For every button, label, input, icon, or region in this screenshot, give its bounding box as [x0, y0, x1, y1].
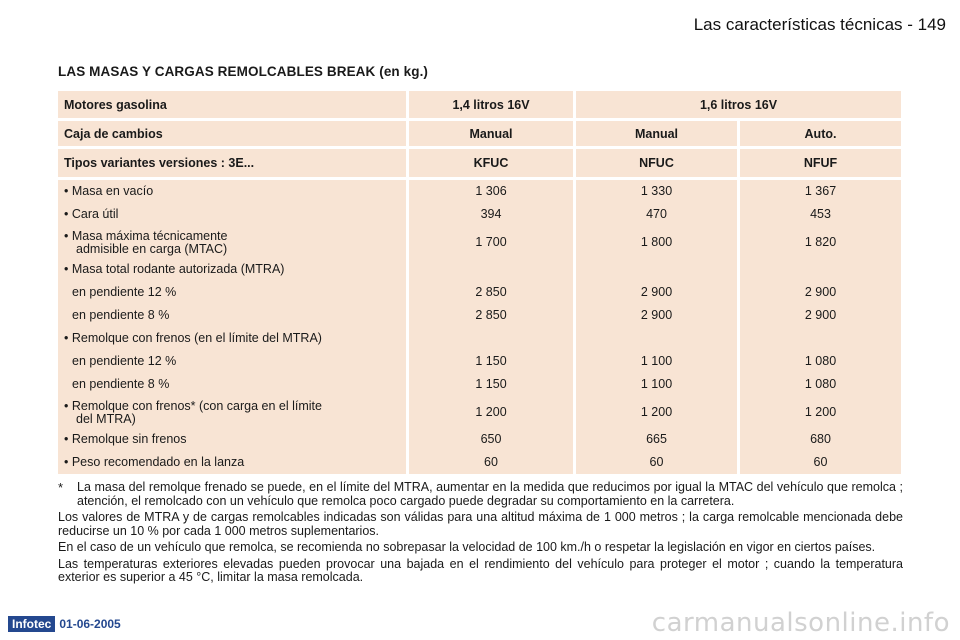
notes [58, 481, 903, 585]
row-value: 470 [646, 207, 667, 221]
row-value: 1 150 [475, 377, 507, 391]
note-speed: En el caso de un vehículo que remolca, se recomienda no sobrepasar la velocidad de 100 km./h o respetar la legislación en vigor en ciertos países. [58, 540, 876, 554]
footnote-text: La masa del remolque frenado se puede, en el límite del MTRA, aumentar en la medida que reducimos por igual la MTAC del vehículo que remolca ; atención, el remolcado con un vehículo que remolca poco cargado puede degradar su comportamiento en la carretera. [77, 480, 903, 508]
row-value: 1 306 [475, 184, 507, 198]
row-label: en pendiente 8 % [72, 377, 170, 391]
row-value: 1 820 [804, 234, 837, 249]
values-column-1 [409, 180, 573, 474]
row-value: 1 080 [804, 354, 837, 368]
variant-3: NFUF [740, 149, 901, 177]
row-value: 1 330 [640, 184, 673, 198]
row-value: 60 [813, 455, 828, 469]
row-value: 1 700 [475, 234, 507, 249]
row-value: 1 367 [804, 184, 837, 198]
footer [8, 616, 121, 632]
row-value: 1 100 [640, 354, 673, 368]
gearbox-2: Manual [576, 121, 737, 146]
engines-row [58, 91, 901, 118]
page-header: Las características técnicas - 149 [693, 15, 946, 34]
row-label: • Cara útil [64, 207, 119, 221]
gearbox-1: Manual [409, 121, 573, 146]
row-label: • Remolque sin frenos [64, 432, 187, 446]
row-label-line2: del MTRA) [76, 412, 136, 426]
row-value: 1 200 [640, 404, 673, 419]
gearbox-row [58, 121, 901, 146]
variant-2: NFUC [576, 149, 737, 177]
row-value: 2 900 [804, 285, 837, 299]
values-column-3 [740, 180, 901, 474]
row-value: 2 850 [475, 308, 507, 322]
row-value [409, 258, 573, 281]
row-value: 60 [649, 455, 664, 469]
row-label: en pendiente 12 % [72, 285, 177, 299]
row-value: 1 080 [804, 377, 837, 391]
row-label-line1: • Remolque con frenos* (con carga en el límite [64, 399, 322, 413]
footnote-mark: * [58, 480, 64, 495]
row-value [740, 258, 901, 281]
row-label: • Masa total rodante autorizada (MTRA) [64, 262, 285, 276]
row-value: 2 850 [475, 285, 507, 299]
variants-row [58, 149, 901, 177]
row-value: 2 900 [640, 308, 673, 322]
engines-label: Motores gasolina [58, 91, 406, 118]
row-label-line1: • Masa máxima técnicamente [64, 229, 228, 243]
watermark: carmanualsonline.info [651, 608, 950, 638]
row-value [576, 327, 737, 350]
table-body [58, 180, 901, 474]
variant-1: KFUC [409, 149, 573, 177]
row-value: 1 800 [640, 234, 673, 249]
mass-table [58, 91, 901, 474]
row-value: 1 200 [804, 404, 837, 419]
row-label: en pendiente 12 % [72, 354, 177, 368]
gearbox-3: Auto. [740, 121, 901, 146]
row-value [409, 327, 573, 350]
row-value [740, 327, 901, 350]
row-value: 2 900 [804, 308, 837, 322]
variants-label: Tipos variantes versiones : 3E... [58, 149, 406, 177]
row-value: 680 [810, 432, 831, 446]
row-value: 665 [646, 432, 667, 446]
row-value [576, 258, 737, 281]
footer-date: 01-06-2005 [59, 617, 121, 631]
labels-column [58, 180, 406, 474]
engine-b: 1,6 litros 16V [576, 91, 901, 118]
engine-a: 1,4 litros 16V [409, 91, 573, 118]
row-value: 2 900 [640, 285, 673, 299]
values-column-2 [576, 180, 737, 474]
gearbox-label: Caja de cambios [58, 121, 406, 146]
section-title: LAS MASAS Y CARGAS REMOLCABLES BREAK (en kg.) [58, 64, 429, 79]
row-label: • Remolque con frenos (en el límite del MTRA) [64, 331, 322, 345]
footnote [58, 481, 903, 508]
row-value: 394 [480, 207, 502, 221]
infotec-logo: Infotec [8, 616, 55, 632]
row-value: 1 150 [475, 354, 507, 368]
row-label [64, 396, 406, 428]
row-value: 1 200 [475, 404, 507, 419]
row-label-line2: admisible en carga (MTAC) [76, 242, 228, 256]
row-label: • Masa en vacío [64, 184, 154, 198]
row-value: 650 [480, 432, 502, 446]
row-value: 453 [810, 207, 831, 221]
note-temperature: Las temperaturas exteriores elevadas pueden provocar una bajada en el rendimiento del vehículo para proteger el motor ; cuando la temperatura exterior es superior a 45 °C, limitar la masa remolcada. [58, 556, 903, 584]
row-value: 1 100 [640, 377, 673, 391]
row-label: • Peso recomendado en la lanza [64, 455, 245, 469]
row-label-text [64, 398, 322, 426]
row-label: en pendiente 8 % [72, 308, 170, 322]
row-label [64, 226, 406, 258]
note-altitude: Los valores de MTRA y de cargas remolcables indicadas son válidas para una altitud máxima de 1 000 metros ; la carga remolcable mencionada debe reducirse un 10 % por cada 1 000 metros suplementarios. [58, 510, 903, 538]
row-value: 60 [484, 455, 498, 469]
row-label-text [64, 228, 227, 256]
